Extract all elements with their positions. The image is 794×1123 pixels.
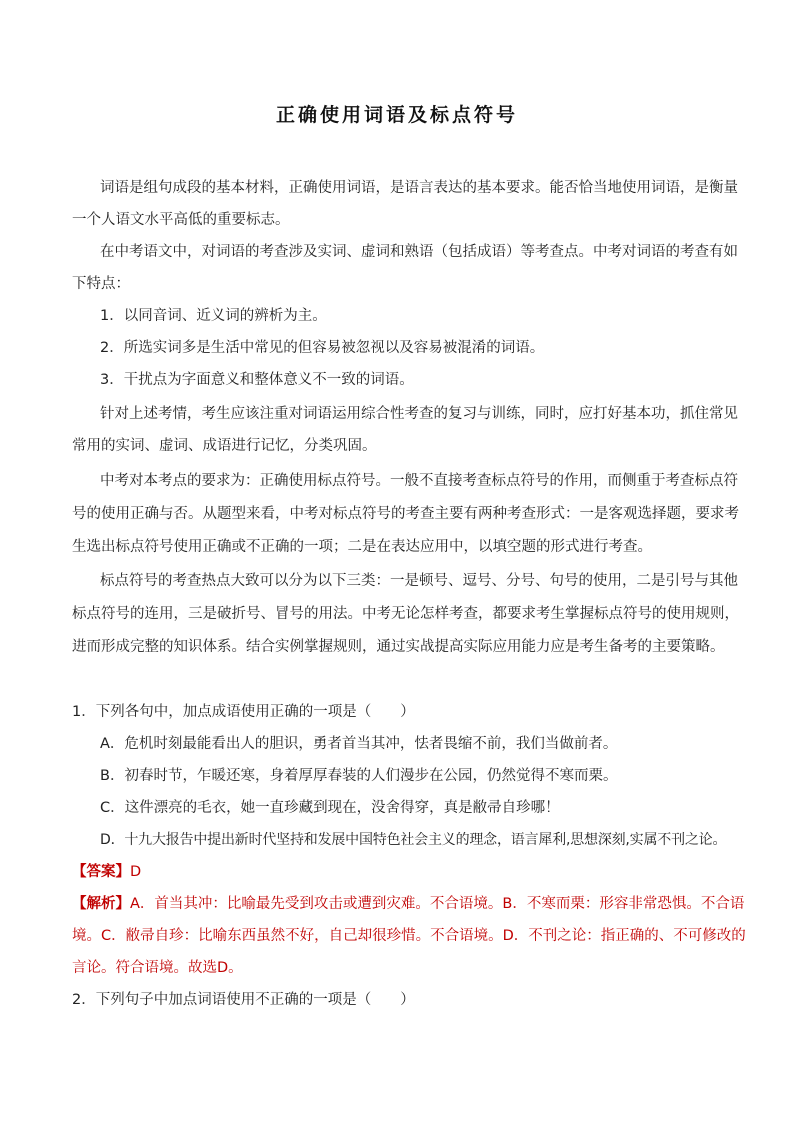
intro-p4-line1: 中考对本考点的要求为：正确使用标点符号。一般不直接考查标点符号的作用，而侧重于考查标点符 bbox=[100, 473, 738, 489]
intro-p2-line1: 在中考语文中，对词语的考查涉及实词、虚词和熟语（包括成语）等考查点。中考对词语的考查有如 bbox=[100, 244, 738, 260]
answer-label: 【答案】 bbox=[72, 864, 130, 880]
intro-p3-line1: 针对上述考情，考生应该注重对词语运用综合性考查的复习与训练，同时，应打好基本功，抓住常见 bbox=[100, 406, 738, 422]
intro-p3-line2: 常用的实词、虚词、成语进行记忆，分类巩固。 bbox=[72, 438, 377, 454]
question-1-option-d: D．十九大报告中提出新时代坚持和发展中国特色社会主义的理念，语言犀利,思想深刻,实属不刊之论。 bbox=[100, 832, 727, 848]
intro-p4-line3: 生选出标点符号使用正确或不正确的一项；二是在表达应用中，以填空题的形式进行考查。 bbox=[72, 539, 652, 555]
intro-p2-line2: 下特点： bbox=[72, 276, 130, 292]
analysis-label: 【解析】 bbox=[72, 896, 130, 912]
question-1-stem: 1．下列各句中，加点成语使用正确的一项是（ ） bbox=[72, 704, 415, 720]
page-title: 正确使用词语及标点符号 bbox=[275, 104, 518, 126]
intro-p1-line2: 一个人语文水平高低的重要标志。 bbox=[72, 212, 290, 228]
answer-line bbox=[72, 862, 141, 882]
question-2-stem: 2．下列句子中加点词语使用不正确的一项是（ ） bbox=[72, 992, 415, 1008]
analysis-line-3: 言论。符合语境。故选D。 bbox=[72, 960, 243, 976]
intro-p5-line2: 标点符号的连用，三是破折号、冒号的用法。中考无论怎样考查，都要求考生掌握标点符号的使用规则， bbox=[72, 606, 739, 622]
intro-point-3: 3．干扰点为字面意义和整体意义不一致的词语。 bbox=[100, 372, 414, 388]
analysis-line-2: 境。C．敝帚自珍：比喻东西虽然不好，自己却很珍惜。不合语境。D．不刊之论：指正确的、不可修改的 bbox=[72, 928, 746, 944]
intro-p1-line1: 词语是组句成段的基本材料，正确使用词语，是语言表达的基本要求。能否恰当地使用词语，是衡量 bbox=[100, 180, 738, 196]
intro-point-2: 2．所选实词多是生活中常见的但容易被忽视以及容易被混淆的词语。 bbox=[100, 340, 545, 356]
question-1-option-b: B．初春时节，乍暖还寒，身着厚厚春装的人们漫步在公园，仍然觉得不寒而栗。 bbox=[100, 768, 618, 784]
intro-p5-line3: 进而形成完整的知识体系。结合实例掌握规则，通过实战提高实际应用能力应是考生备考的主要策略。 bbox=[72, 639, 725, 655]
intro-point-1: 1．以同音词、近义词的辨析为主。 bbox=[100, 308, 327, 324]
question-1-option-c: C．这件漂亮的毛衣，她一直珍藏到现在，没舍得穿，真是敝帚自珍哪！ bbox=[100, 800, 560, 816]
answer-value: D bbox=[130, 864, 142, 880]
intro-p5-line1: 标点符号的考查热点大致可以分为以下三类：一是顿号、逗号、分号、句号的使用，二是引号与其他 bbox=[100, 573, 738, 589]
question-1-option-a: A．危机时刻最能看出人的胆识，勇者首当其冲，怯者畏缩不前，我们当做前者。 bbox=[100, 736, 618, 752]
analysis-line-1 bbox=[72, 894, 744, 914]
analysis-text-1: A．首当其冲：比喻最先受到攻击或遭到灾难。不合语境。B．不寒而栗：形容非常恐惧。不合语 bbox=[130, 896, 745, 912]
intro-p4-line2: 号的使用正确与否。从题型来看，中考对标点符号的考查主要有两种考查形式：一是客观选择题，要求考 bbox=[72, 506, 739, 522]
